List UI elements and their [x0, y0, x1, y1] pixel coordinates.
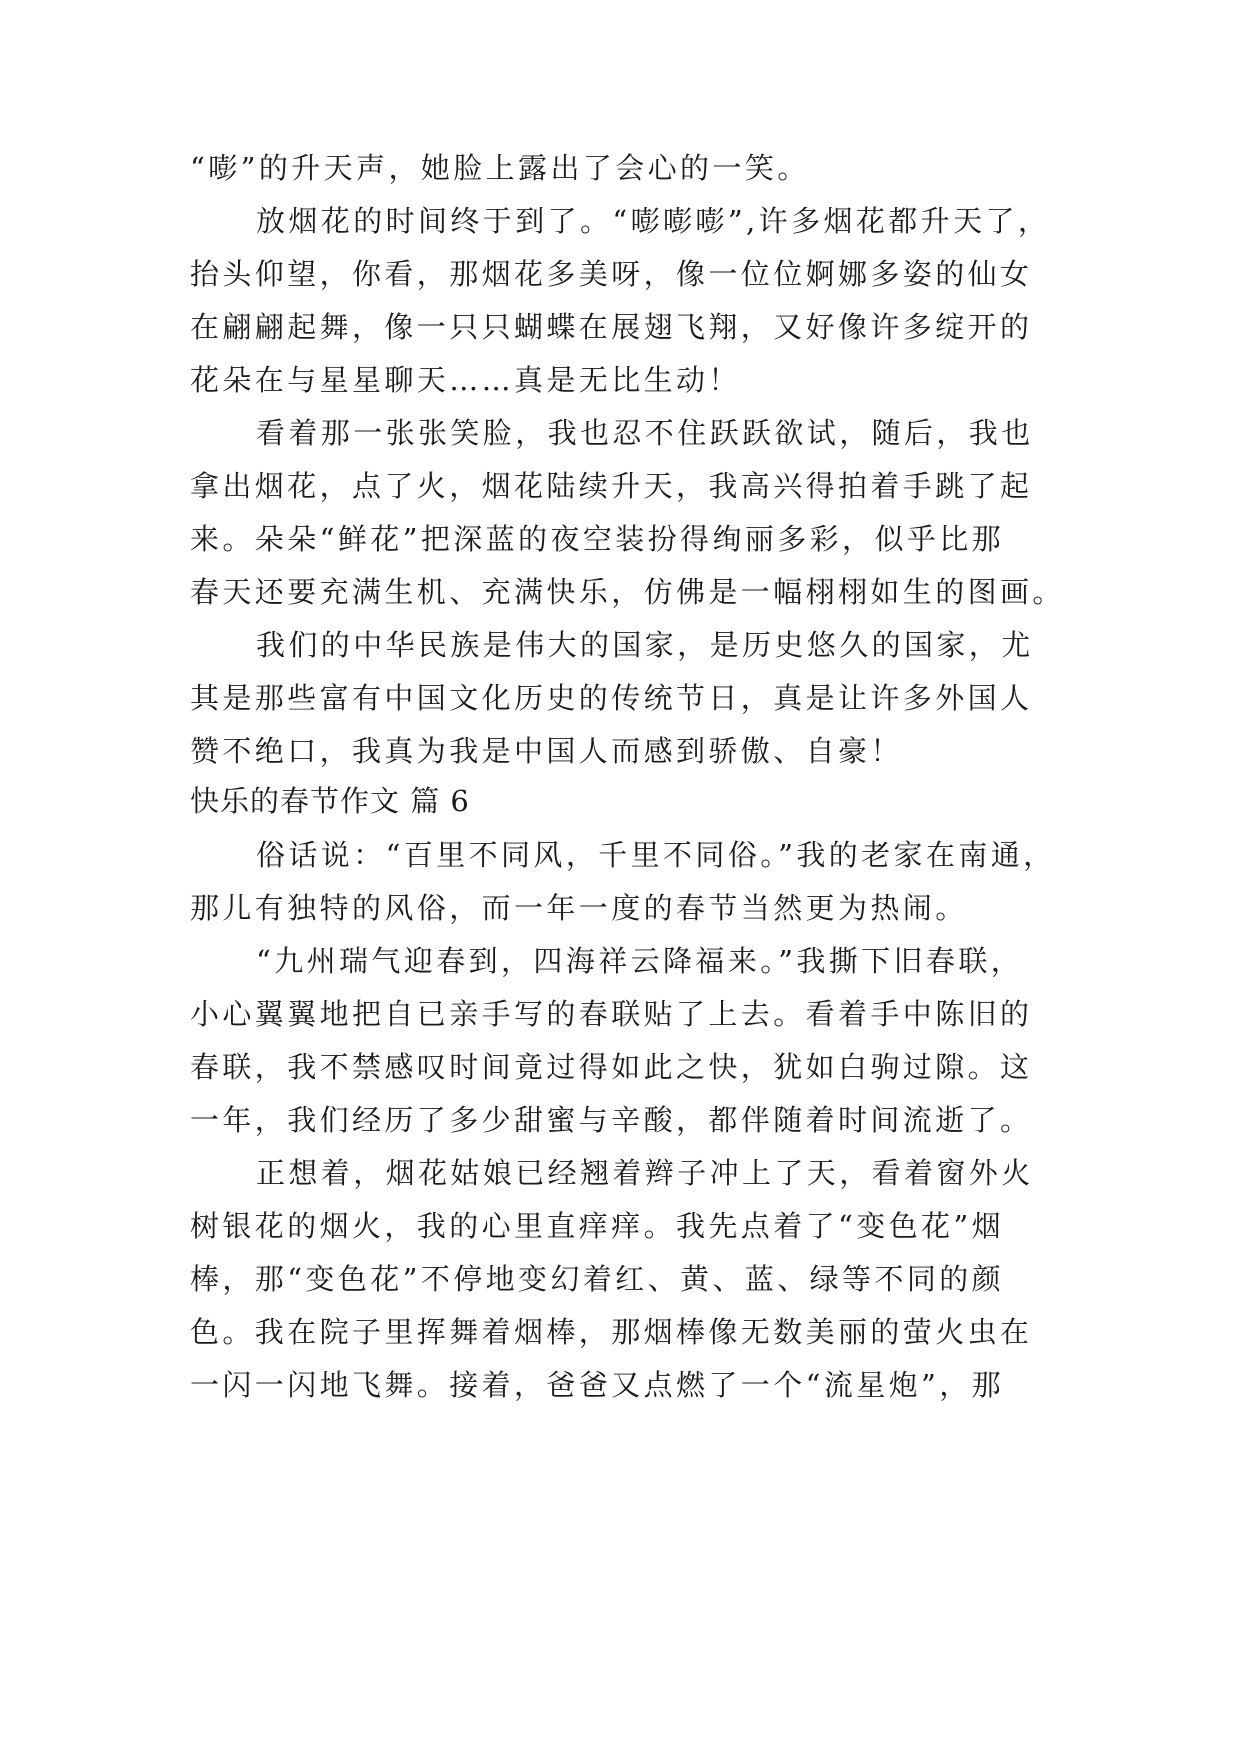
paragraph-first-line: 正想着，烟花姑娘已经翘着辫子冲上了天，看着窗外火 [256, 1156, 1034, 1190]
text-line: 其是那些富有中国文化历史的传统节日，真是让许多外国人 [190, 681, 1033, 715]
text-line: 一闪一闪地飞舞。接着，爸爸又点燃了一个“流星炮”，那 [190, 1368, 1005, 1402]
paragraph-first-line: 我们的中华民族是伟大的国家，是历史悠久的国家，尤 [256, 628, 1034, 662]
paragraph-first-line: “九州瑞气迎春到，四海祥云降福来。”我撕下旧春联， [256, 944, 1024, 978]
text-line: 来。朵朵“鲜花”把深蓝的夜空装扮得绚丽多彩，似乎比那 [190, 522, 1005, 556]
text-line: 抬头仰望，你看，那烟花多美呀，像一位位婀娜多姿的仙女 [190, 257, 1033, 291]
text-line: 春联，我不禁感叹时间竟过得如此之快，犹如白驹过隙。这 [190, 1050, 1033, 1084]
text-line: 春天还要充满生机、充满快乐，仿佛是一幅栩栩如生的图画。 [190, 575, 1065, 609]
text-line: “嘭”的升天声，她脸上露出了会心的一笑。 [190, 151, 810, 185]
text-line: 色。我在院子里挥舞着烟棒，那烟棒像无数美丽的萤火虫在 [190, 1315, 1033, 1349]
text-line: 花朵在与星星聊天……真是无比生动！ [190, 363, 741, 397]
text-line: 棒，那“变色花”不停地变幻着红、黄、蓝、绿等不同的颜 [190, 1262, 1005, 1296]
text-line: 树银花的烟火，我的心里直痒痒。我先点着了“变色花”烟 [190, 1209, 1005, 1243]
text-line: 在翩翩起舞，像一只只蝴蝶在展翅飞翔，又好像许多绽开的 [190, 310, 1033, 344]
paragraph-first-line: 俗话说：“百里不同风，千里不同俗。”我的老家在南通， [256, 838, 1056, 872]
text-line: 那儿有独特的风俗，而一年一度的春节当然更为热闹。 [190, 891, 968, 925]
section-heading: 快乐的春节作文 篇 6 [190, 784, 470, 818]
paragraph-first-line: 看着那一张张笑脸，我也忍不住跃跃欲试，随后，我也 [256, 416, 1034, 450]
paragraph-first-line: 放烟花的时间终于到了。“嘭嘭嘭”,许多烟花都升天了， [256, 204, 1051, 238]
text-line: 拿出烟花，点了火，烟花陆续升天，我高兴得拍着手跳了起 [190, 469, 1033, 503]
text-line: 小心翼翼地把自已亲手写的春联贴了上去。看着手中陈旧的 [190, 997, 1033, 1031]
text-line: 赞不绝口，我真为我是中国人而感到骄傲、自豪！ [190, 734, 903, 768]
text-line: 一年，我们经历了多少甜蜜与辛酸，都伴随着时间流逝了。 [190, 1103, 1033, 1137]
